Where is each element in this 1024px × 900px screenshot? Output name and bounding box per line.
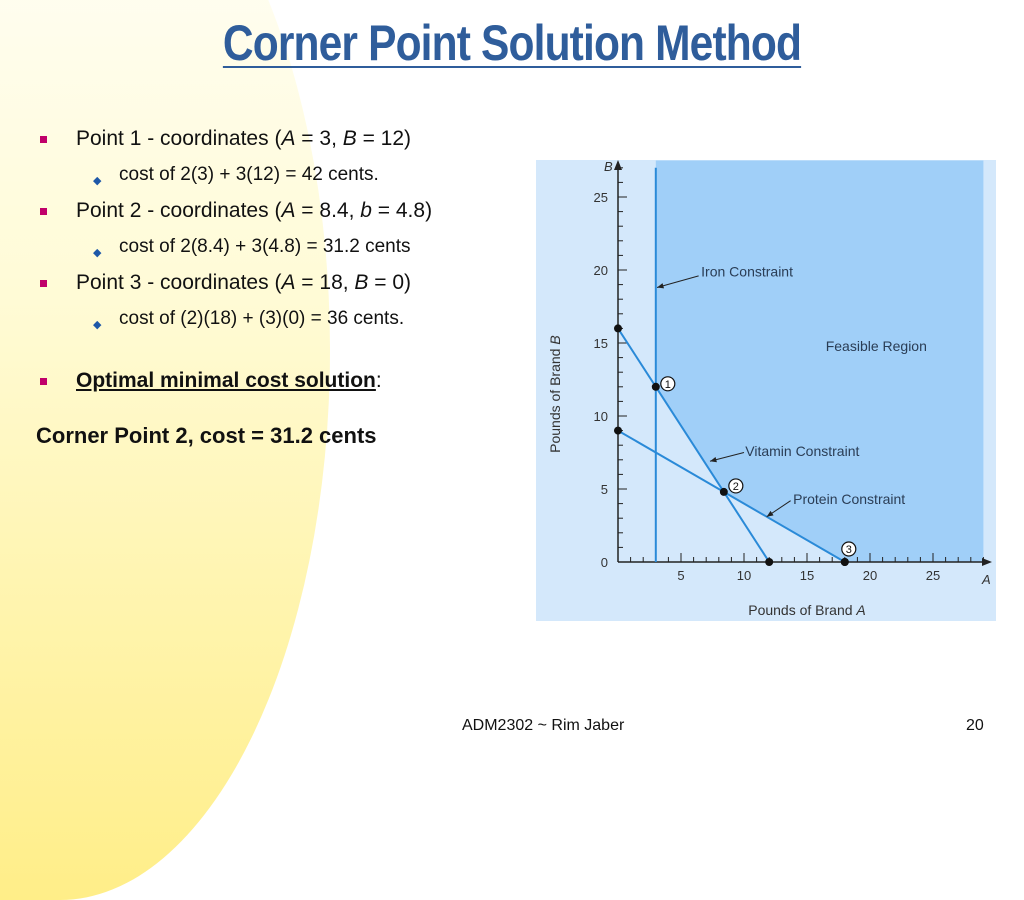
corner-point-label: 2 — [732, 480, 739, 493]
feasible-region-graph — [536, 160, 996, 621]
bullet-point-3: Point 3 - coordinates (A = 18, B = 0) — [36, 270, 536, 296]
bullet-point-1: Point 1 - coordinates (A = 3, B = 12) — [36, 126, 536, 152]
corner-point-label: 1 — [664, 378, 671, 391]
y-tick-label: 25 — [593, 190, 608, 205]
square-bullet-icon — [40, 208, 47, 215]
square-bullet-icon — [40, 378, 47, 385]
bullet-list — [36, 126, 536, 405]
corner-point — [720, 488, 728, 496]
y-tick-label: 5 — [600, 482, 608, 497]
diamond-bullet-icon: ◆ — [93, 247, 102, 259]
constraint-label: Iron Constraint — [701, 263, 793, 280]
intercept-point — [614, 324, 622, 332]
bullet-point-2: Point 2 - coordinates (A = 8.4, b = 4.8) — [36, 198, 536, 224]
diamond-bullet-icon: ◆ — [93, 319, 102, 331]
x-axis-title: Pounds of Brand A — [748, 602, 866, 618]
y-tick-label: 15 — [593, 336, 608, 351]
constraint-label: Protein Constraint — [793, 491, 906, 508]
y-tick-label: 20 — [593, 263, 608, 278]
square-bullet-icon — [40, 280, 47, 287]
chart-panel — [536, 160, 996, 621]
slide-title: Corner Point Solution Method — [222, 15, 802, 71]
y-tick-label: 0 — [600, 555, 608, 570]
sub-bullet-cost-3: ◆ cost of (2)(18) + (3)(0) = 36 cents. — [36, 307, 536, 331]
sub-bullet-cost-2: ◆ cost of 2(8.4) + 3(4.8) = 31.2 cents — [36, 235, 536, 259]
x-tick-label: 10 — [736, 568, 752, 583]
conclusion-text: Corner Point 2, cost = 31.2 cents — [36, 423, 377, 448]
x-tick-label: 25 — [925, 568, 941, 583]
y-axis-arrow — [614, 160, 622, 170]
footer-text: ADM2302 ~ Rim Jaber — [462, 717, 625, 734]
y-axis-variable: B — [604, 160, 613, 174]
x-tick-label: 5 — [677, 568, 685, 583]
constraint-label: Vitamin Constraint — [745, 443, 860, 460]
optimal-solution-label: Optimal minimal cost solution — [76, 369, 376, 392]
x-tick-label: 20 — [862, 568, 878, 583]
corner-point-label: 3 — [845, 544, 852, 556]
sub-bullet-cost-1: ◆ cost of 2(3) + 3(12) = 42 cents. — [36, 163, 536, 187]
x-tick-label: 15 — [799, 568, 815, 583]
y-tick-label: 10 — [593, 409, 608, 424]
intercept-point — [765, 558, 773, 566]
feasible-region-label: Feasible Region — [825, 337, 927, 354]
diamond-bullet-icon: ◆ — [93, 175, 102, 187]
y-axis-title: Pounds of Brand B — [547, 335, 563, 453]
intercept-point — [614, 427, 622, 435]
page-number: 20 — [966, 717, 984, 734]
corner-point — [841, 558, 849, 566]
bullet-optimal-solution: Optimal minimal cost solution: — [36, 368, 536, 394]
corner-point — [652, 383, 660, 391]
x-axis-variable: A — [982, 572, 991, 587]
square-bullet-icon — [40, 136, 47, 143]
